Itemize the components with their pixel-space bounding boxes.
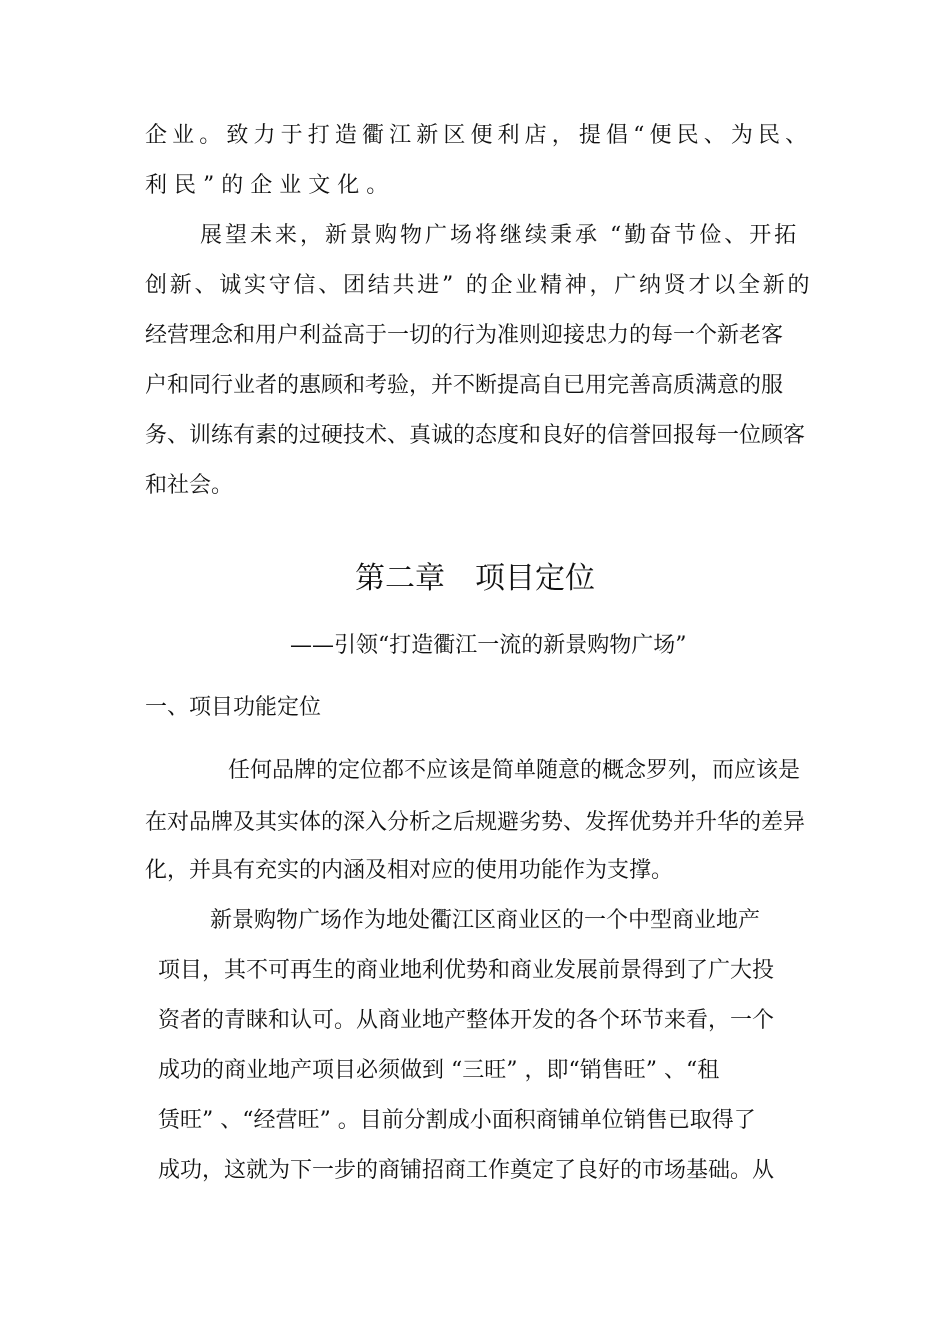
paragraph-line: 项目，其不可再生的商业地利优势和商业发展前景得到了广大投 [158, 958, 775, 983]
paragraph-line: 经营理念和用户利益高于一切的行为准则迎接忠力的每一个新老客 [145, 323, 784, 348]
paragraph-line: 企业。致力于打造衢江新区便利店，提倡“便民、为民、 [145, 123, 813, 148]
paragraph-line: 赁旺” 、“经营旺” 。目前分割成小面积商铺单位销售已取得了 [158, 1108, 756, 1133]
paragraph-line: 资者的青睐和认可。从商业地产整体开发的各个环节来看，一个 [158, 1008, 775, 1033]
paragraph-line: 新景购物广场作为地处衢江区商业区的一个中型商业地产 [210, 908, 761, 933]
paragraph-line: 化，并具有充实的内涵及相对应的使用功能作为支撑。 [145, 858, 674, 883]
paragraph-line: 任何品牌的定位都不应该是简单随意的概念罗列，而应该是 [228, 758, 801, 783]
chapter-title: 第二章 项目定位 [355, 561, 595, 596]
paragraph-line: 和社会。 [145, 473, 234, 498]
chapter-subtitle: ——引领“打造衢江一流的新景购物广场” [290, 633, 687, 658]
paragraph-line: 在对品牌及其实体的深入分析之后规避劣势、发挥优势并升华的差异 [145, 810, 806, 835]
paragraph-line: 成功的商业地产项目必须做到 “三旺” ，即“销售旺” 、“租 [158, 1058, 720, 1083]
section-heading: 一、项目功能定位 [145, 695, 322, 720]
paragraph-line: 利民”的企业文化。 [145, 173, 396, 198]
paragraph-line: 展望未来，新景购物广场将继续秉承 “勤奋节俭、开拓 [200, 223, 800, 248]
paragraph-line: 务、训练有素的过硬技术、真诚的态度和良好的信誉回报每一位顾客 [145, 423, 806, 448]
paragraph-line: 户和同行业者的惠顾和考验，并不断提高自已用完善高质满意的服 [145, 373, 784, 398]
paragraph-line: 创新、诚实守信、团结共进” 的企业精神，广纳贤才以全新的 [145, 273, 813, 298]
paragraph-line: 成功，这就为下一步的商铺招商工作奠定了良好的市场基础。从 [158, 1158, 775, 1183]
